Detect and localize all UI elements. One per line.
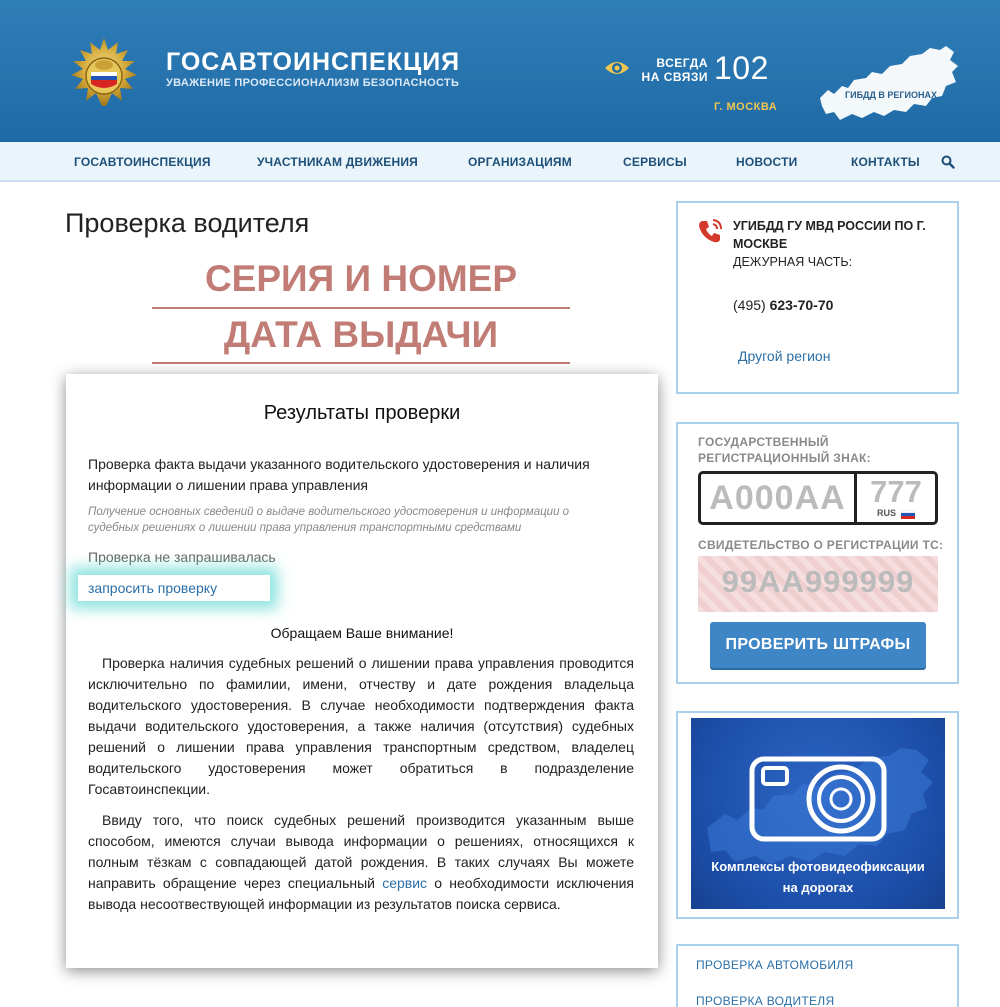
brand-subtitle: УВАЖЕНИЕ ПРОФЕССИОНАЛИЗМ БЕЗОПАСНОСТЬ — [166, 77, 460, 89]
car-check-link[interactable]: ПРОВЕРКА АВТОМОБИЛЯ — [696, 958, 854, 972]
phone-icon — [696, 217, 724, 245]
phone-code: (495) — [733, 297, 770, 313]
info-paragraph-2-start: Ввиду того, что поиск судебных решений производится указанным выше способом, имеются случаи вывода информации о решениях, относящихся к полным тёзкам с совпадающей датой рождения. В таких случаях Вы можете направить обращение через специальный — [88, 812, 634, 891]
nav-item-gosavtoinspektsiya[interactable]: ГОСАВТОИНСПЕКЦИЯ — [74, 155, 211, 169]
eye-icon[interactable] — [604, 58, 630, 78]
russia-map-icon[interactable] — [814, 42, 964, 126]
info-paragraph-1: Проверка наличия судебных решений о лишении права управления проводится исключительно по фамилии, имени, отчеству и дате рождения владельца водительского удостоверения. В случае необходимости подтверждения факта выдачи водительского удостоверения, а также наличия (отсутствия) судебных решений о лишении права управления транспортным средством, владелец водительского удостоверения может обратиться в подразделение Госавтоинспекции. — [88, 655, 634, 797]
overlay-divider-2 — [152, 362, 570, 364]
plate-region-field[interactable]: 777 — [870, 474, 922, 509]
driver-check-link[interactable]: ПРОВЕРКА ВОДИТЕЛЯ — [696, 994, 835, 1007]
plate-number-field[interactable]: А000АА — [701, 474, 857, 522]
nav-item-contacts[interactable]: КОНТАКТЫ — [851, 155, 920, 169]
plate-label: ГОСУДАРСТВЕННЫЙ РЕГИСТРАЦИОННЫЙ ЗНАК: — [698, 435, 871, 465]
photo-banner-box — [676, 711, 959, 919]
search-icon[interactable] — [941, 155, 955, 169]
banner-caption-line-1: Комплексы фотовидеофиксации — [711, 859, 925, 874]
plate-country-code: RUS — [877, 508, 897, 518]
info-paragraph-2 — [88, 810, 634, 915]
overlay-divider-1 — [152, 307, 570, 309]
check-status: Проверка не запрашивалась — [88, 549, 276, 565]
nav-item-news[interactable]: НОВОСТИ — [736, 155, 798, 169]
phone-number: 623-70-70 — [769, 297, 834, 313]
nav-item-organizations[interactable]: ОРГАНИЗАЦИЯМ — [468, 155, 572, 169]
contact-organization: УГИБДД ГУ МВД РОССИИ ПО Г. МОСКВЕ — [733, 219, 926, 251]
service-link[interactable]: сервис — [382, 875, 428, 891]
site-header — [0, 0, 1000, 142]
contact-box — [676, 201, 959, 394]
quick-links-box — [676, 944, 959, 1007]
always-line-1: ВСЕГДА — [656, 56, 708, 70]
regions-label[interactable]: ГИБДД В РЕГИОНАХ — [845, 90, 937, 100]
gai-emblem-logo[interactable] — [64, 34, 144, 114]
russian-flag-icon — [901, 510, 915, 519]
brand-title[interactable]: ГОСАВТОИНСПЕКЦИЯ — [166, 48, 461, 76]
check-note: Получение основных сведений о выдаче водительского удостоверения и информации о судебных решениях о лишении права управления транспортными средствами — [88, 506, 570, 534]
always-available-text — [640, 56, 708, 84]
other-region-link[interactable]: Другой регион — [738, 348, 831, 364]
attention-heading: Обращаем Ваше внимание! — [270, 625, 454, 641]
request-check-button[interactable]: запросить проверку — [78, 575, 270, 601]
photo-radar-banner[interactable] — [691, 718, 945, 909]
check-fines-button[interactable]: ПРОВЕРИТЬ ШТРАФЫ — [710, 622, 926, 668]
cert-label: СВИДЕТЕЛЬСТВО О РЕГИСТРАЦИИ ТС: — [698, 538, 944, 552]
cert-input[interactable] — [698, 556, 938, 612]
info-paragraph-2-end: о необходимости исключения вывода несоотвествующей информации из результатов поиска сервиса. — [88, 875, 634, 912]
check-description: Проверка факта выдачи указанного водительского удостоверения и наличия информации о лишении права управления — [88, 456, 590, 493]
page-title: Проверка водителя — [65, 208, 310, 238]
duty-label: ДЕЖУРНАЯ ЧАСТЬ: — [733, 255, 853, 269]
hotline-number[interactable]: 102 — [714, 50, 769, 86]
camera-icon — [749, 756, 887, 842]
city-selector[interactable]: Г. МОСКВА — [714, 101, 778, 113]
main-nav — [0, 142, 1000, 182]
plate-input[interactable] — [698, 471, 938, 525]
nav-item-services[interactable]: СЕРВИСЫ — [623, 155, 687, 169]
results-card — [66, 374, 658, 968]
overlay-issue-date: ДАТА ВЫДАЧИ — [223, 314, 499, 355]
cert-number-field[interactable]: 99АА999999 — [721, 564, 915, 599]
banner-caption — [691, 856, 945, 898]
duty-phone[interactable] — [733, 297, 833, 313]
banner-caption-line-2: на дорогах — [782, 880, 854, 895]
fines-check-box — [676, 422, 959, 684]
nav-item-participants[interactable]: УЧАСТНИКАМ ДВИЖЕНИЯ — [257, 155, 418, 169]
overlay-series-number: СЕРИЯ И НОМЕР — [204, 258, 518, 299]
results-title: Результаты проверки — [263, 402, 461, 424]
always-line-2: НА СВЯЗИ — [641, 70, 708, 84]
